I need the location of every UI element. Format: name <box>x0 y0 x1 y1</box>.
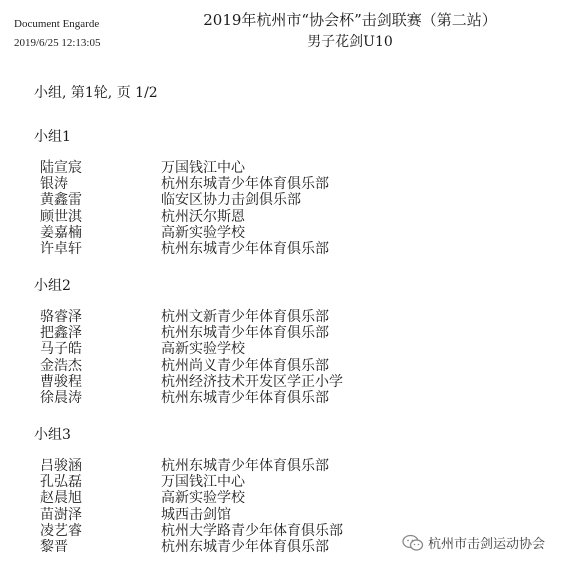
round-info: 小组, 第1轮, 页 1/2 <box>34 85 158 101</box>
fencer-club: 高新实验学校 <box>161 341 245 358</box>
fencer-row <box>34 539 343 555</box>
fencer-club: 杭州大学路青少年体育俱乐部 <box>161 522 343 539</box>
fencer-club: 临安区协力击剑俱乐部 <box>161 192 301 209</box>
pool-label: 小组3 <box>34 427 71 443</box>
fencer-club: 杭州东城青少年体育俱乐部 <box>161 240 329 257</box>
pool-label: 小组1 <box>34 129 71 145</box>
print-datetime: 2019/6/25 12:13:05 <box>14 37 101 49</box>
fencer-row <box>34 325 343 341</box>
fencer-club: 杭州沃尔斯恩 <box>161 208 245 225</box>
page-subtitle: 男子花剑U10 <box>307 34 393 50</box>
fencer-name: 顾世淇 <box>40 208 82 225</box>
watermark <box>402 533 545 552</box>
fencer-name: 苗澍泽 <box>40 506 82 523</box>
fencer-name: 马子皓 <box>40 341 82 358</box>
fencer-name: 曹骏程 <box>40 373 82 390</box>
fencer-club: 万国钱江中心 <box>161 474 245 491</box>
fencer-club: 杭州东城青少年体育俱乐部 <box>161 458 329 474</box>
fencer-name: 把鑫泽 <box>40 325 82 342</box>
fencer-club: 杭州东城青少年体育俱乐部 <box>161 176 329 193</box>
fencer-club: 杭州东城青少年体育俱乐部 <box>161 538 329 555</box>
pool-1 <box>34 128 329 257</box>
fencer-name: 徐晨涛 <box>40 389 82 406</box>
fencer-name: 赵晨旭 <box>40 490 82 507</box>
pool-3 <box>34 426 343 555</box>
fencer-row <box>34 374 343 390</box>
header-left <box>14 15 100 53</box>
fencer-row <box>34 474 343 490</box>
pool-2 <box>34 277 343 406</box>
fencer-name: 陆宣宸 <box>40 160 82 176</box>
fencer-row <box>34 341 343 357</box>
fencer-name: 骆睿泽 <box>40 309 82 325</box>
fencer-row <box>34 390 343 406</box>
fencer-name: 金浩杰 <box>40 357 82 374</box>
fencer-name: 银涛 <box>40 176 68 193</box>
fencer-row <box>34 309 343 325</box>
fencer-club: 高新实验学校 <box>161 490 245 507</box>
wechat-icon <box>402 534 424 552</box>
fencer-club: 杭州东城青少年体育俱乐部 <box>161 389 329 406</box>
fencer-name: 许卓轩 <box>40 240 82 257</box>
watermark-text: 杭州市击剑运动协会 <box>428 537 546 552</box>
fencer-row <box>34 241 329 257</box>
fencer-row <box>34 225 329 241</box>
software-name: Document Engarde <box>14 18 100 30</box>
fencer-row <box>34 523 343 539</box>
fencer-name: 凌艺睿 <box>40 522 82 539</box>
fencer-name: 黎晋 <box>40 538 68 555</box>
pool-label: 小组2 <box>34 278 71 294</box>
fencer-club: 万国钱江中心 <box>161 160 245 176</box>
fencer-club: 城西击剑馆 <box>161 506 231 523</box>
page-title: 2019年杭州市“协会杯”击剑联赛（第二站） <box>203 11 497 29</box>
fencer-row <box>34 176 329 192</box>
fencer-club: 杭州经济技术开发区学正小学 <box>161 373 343 390</box>
fencer-row <box>34 209 329 225</box>
fencer-club: 杭州文新青少年体育俱乐部 <box>161 309 329 325</box>
fencer-row <box>34 507 343 523</box>
fencer-row <box>34 490 343 506</box>
fencer-row <box>34 192 329 208</box>
fencer-name: 黄鑫雷 <box>40 192 82 209</box>
fencer-club: 杭州尚义青少年体育俱乐部 <box>161 357 329 374</box>
fencer-club: 杭州东城青少年体育俱乐部 <box>161 325 329 342</box>
fencer-name: 姜嘉楠 <box>40 224 82 241</box>
fencer-club: 高新实验学校 <box>161 224 245 241</box>
fencer-row <box>34 160 329 176</box>
fencer-row <box>34 358 343 374</box>
fencer-name: 孔弘磊 <box>40 474 82 491</box>
fencer-name: 吕骏涵 <box>40 458 82 474</box>
fencer-row <box>34 458 343 474</box>
